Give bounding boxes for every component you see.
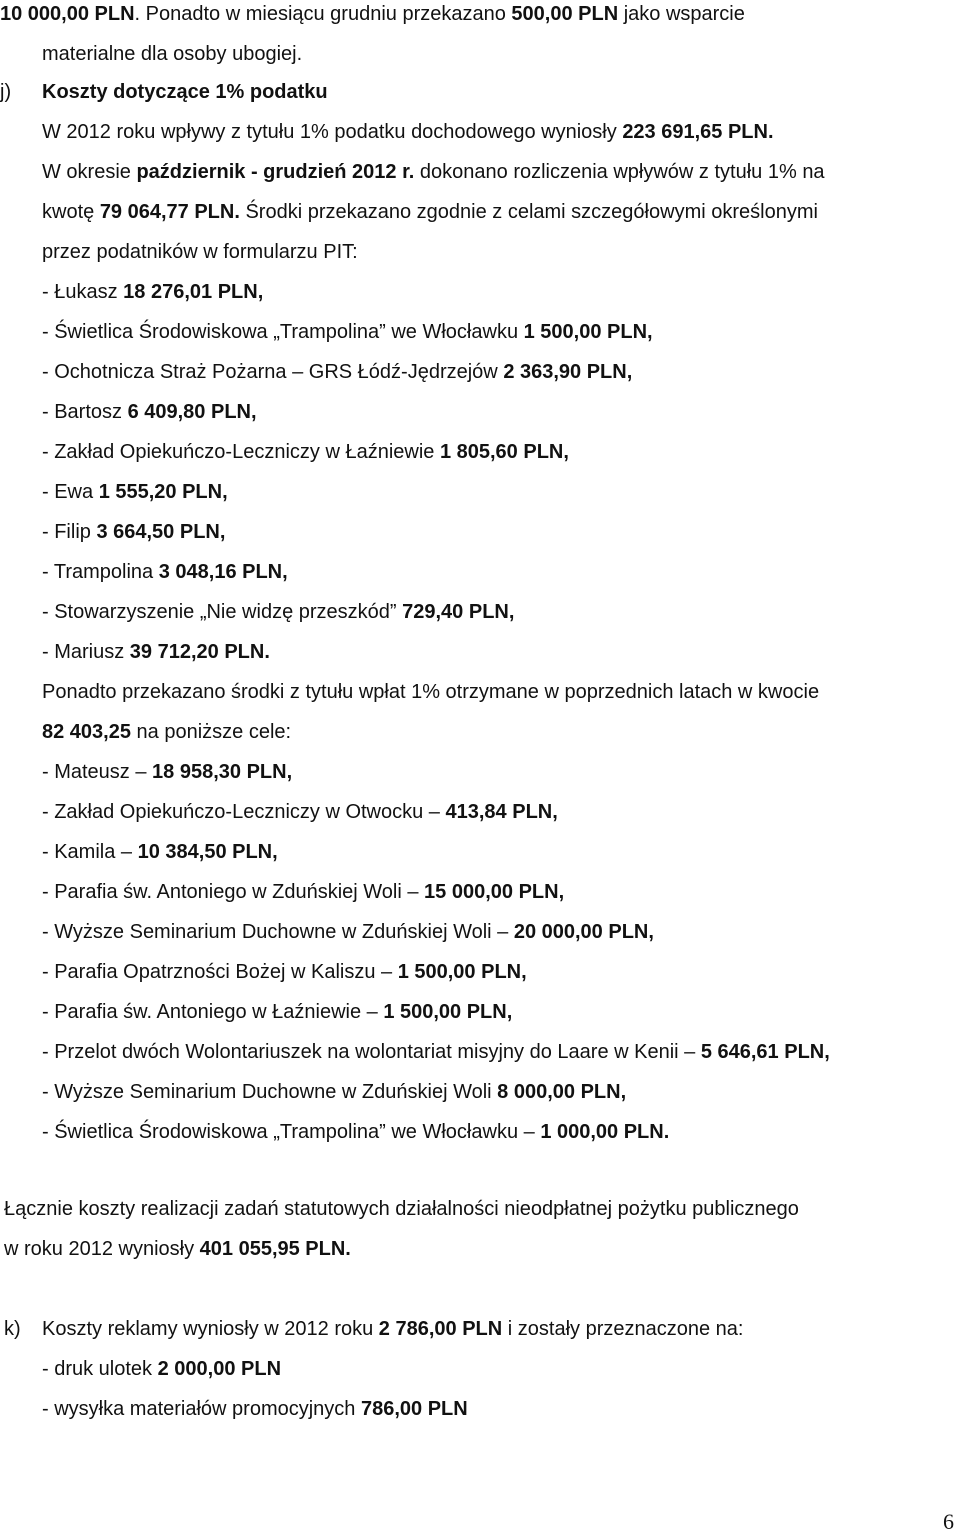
item-label: - Ewa xyxy=(42,481,99,503)
item-label: - Świetlica Środowiskowa „Trampolina” we Włocławku xyxy=(42,321,524,343)
list-item xyxy=(42,760,292,784)
item-amount: 786,00 PLN xyxy=(360,1398,468,1420)
page-number: 6 xyxy=(943,1509,954,1534)
item-label: - Wyższe Seminarium Duchowne w Zduńskiej Woli xyxy=(42,1081,498,1103)
item-label: - druk ulotek xyxy=(42,1358,158,1380)
item-amount: 1 000,00 PLN. xyxy=(540,1121,670,1143)
section-marker: j) xyxy=(0,81,12,103)
word: 10 000,00 PLN. Ponadto w miesiącu grudniu przekazano 500,00 PLN jako wsparcie xyxy=(0,3,745,25)
text-line: w roku 2012 wyniosły 401 055,95 PLN. xyxy=(4,1238,351,1260)
text-line: kwotę 79 064,77 PLN. Środki przekazano zgodnie z celami szczegółowymi określonymi xyxy=(42,201,818,223)
list-item xyxy=(42,1357,281,1381)
item-amount: 3 664,50 PLN, xyxy=(96,521,226,543)
list-item xyxy=(42,1120,669,1144)
list-item xyxy=(42,280,263,304)
item-label: - Parafia św. Antoniego w Zduńskiej Woli – xyxy=(42,881,425,903)
list-item xyxy=(42,1040,830,1064)
text-line xyxy=(0,2,960,26)
list-item xyxy=(42,440,569,464)
item-amount: 5 646,61 PLN, xyxy=(700,1041,830,1063)
item-amount: 10 384,50 PLN, xyxy=(137,841,278,863)
item-amount: 20 000,00 PLN, xyxy=(513,921,654,943)
item-label: - Mateusz – xyxy=(42,761,153,783)
text-line: przez podatników w formularzu PIT: xyxy=(42,241,358,263)
item-label: - Przelot dwóch Wolontariuszek na wolontariat misyjny do Laare w Kenii – xyxy=(42,1041,701,1063)
list-item xyxy=(42,800,558,824)
list-item xyxy=(42,520,225,544)
list-item xyxy=(42,600,514,624)
item-amount: 413,84 PLN, xyxy=(445,801,558,823)
item-label: - Bartosz xyxy=(42,401,128,423)
section-heading: k) Koszty reklamy wyniosły w 2012 roku 2 786,00 PLN i zostały przeznaczone na: xyxy=(4,1318,744,1340)
list-item xyxy=(42,1397,468,1421)
item-label: - Trampolina xyxy=(42,561,159,583)
list-item xyxy=(42,400,257,424)
text-line: W 2012 roku wpływy z tytułu 1% podatku dochodowego wyniosły 223 691,65 PLN. xyxy=(42,121,774,143)
item-label: - Mariusz xyxy=(42,641,130,663)
list-item xyxy=(42,480,228,504)
item-amount: 1 500,00 PLN, xyxy=(397,961,527,983)
list-item xyxy=(42,920,654,944)
item-label: - Ochotnicza Straż Pożarna – GRS Łódź-Jędrzejów xyxy=(42,361,504,383)
item-label: - Kamila – xyxy=(42,841,138,863)
item-amount: 1 805,60 PLN, xyxy=(439,441,569,463)
item-amount: 1 500,00 PLN, xyxy=(383,1001,513,1023)
item-label: - Zakład Opiekuńczo-Leczniczy w Łaźniewie xyxy=(42,441,440,463)
item-label: - Stowarzyszenie „Nie widzę przeszkód” xyxy=(42,601,403,623)
item-amount: 18 276,01 PLN, xyxy=(123,281,264,303)
section-marker: k) xyxy=(4,1318,21,1340)
item-amount: 1 555,20 PLN, xyxy=(98,481,228,503)
item-amount: 39 712,20 PLN. xyxy=(129,641,270,663)
item-label: - Parafia Opatrzności Bożej w Kaliszu – xyxy=(42,961,398,983)
list-item xyxy=(42,840,278,864)
item-label: - Świetlica Środowiskowa „Trampolina” we Włocławku – xyxy=(42,1121,541,1143)
item-amount: 729,40 PLN, xyxy=(402,601,515,623)
item-label: - Zakład Opiekuńczo-Leczniczy w Otwocku – xyxy=(42,801,446,823)
list-item xyxy=(42,320,653,344)
item-amount: 18 958,30 PLN, xyxy=(152,761,293,783)
list-item xyxy=(42,560,288,584)
text-line: Łącznie koszty realizacji zadań statutowych działalności nieodpłatnej pożytku publicznego xyxy=(4,1198,799,1220)
item-amount: 2 363,90 PLN, xyxy=(503,361,633,383)
item-label: - Filip xyxy=(42,521,97,543)
list-item xyxy=(42,640,270,664)
item-amount: 3 048,16 PLN, xyxy=(158,561,288,583)
heading-text: Koszty dotyczące 1% podatku xyxy=(42,81,328,103)
item-amount: 6 409,80 PLN, xyxy=(127,401,257,423)
item-amount: 15 000,00 PLN, xyxy=(424,881,565,903)
item-label: - wysyłka materiałów promocyjnych xyxy=(42,1398,361,1420)
text-line: 82 403,25 na poniższe cele: xyxy=(42,721,292,743)
text-line: W okresie październik - grudzień 2012 r. dokonano rozliczenia wpływów z tytułu 1% na xyxy=(42,161,825,183)
text-line: materialne dla osoby ubogiej. xyxy=(42,43,303,65)
list-item xyxy=(42,360,632,384)
list-item xyxy=(42,1080,626,1104)
item-amount: 2 000,00 PLN xyxy=(157,1358,282,1380)
item-label: - Wyższe Seminarium Duchowne w Zduńskiej Woli – xyxy=(42,921,514,943)
list-item xyxy=(42,880,564,904)
item-amount: 8 000,00 PLN, xyxy=(497,1081,627,1103)
list-item xyxy=(42,1000,512,1024)
list-item xyxy=(42,960,527,984)
item-label: - Parafia św. Antoniego w Łaźniewie – xyxy=(42,1001,384,1023)
section-heading xyxy=(0,80,328,104)
item-label: - Łukasz xyxy=(42,281,124,303)
text-line: Ponadto przekazano środki z tytułu wpłat 1% otrzymane w poprzednich latach w kwocie xyxy=(42,681,820,703)
item-amount: 1 500,00 PLN, xyxy=(523,321,653,343)
